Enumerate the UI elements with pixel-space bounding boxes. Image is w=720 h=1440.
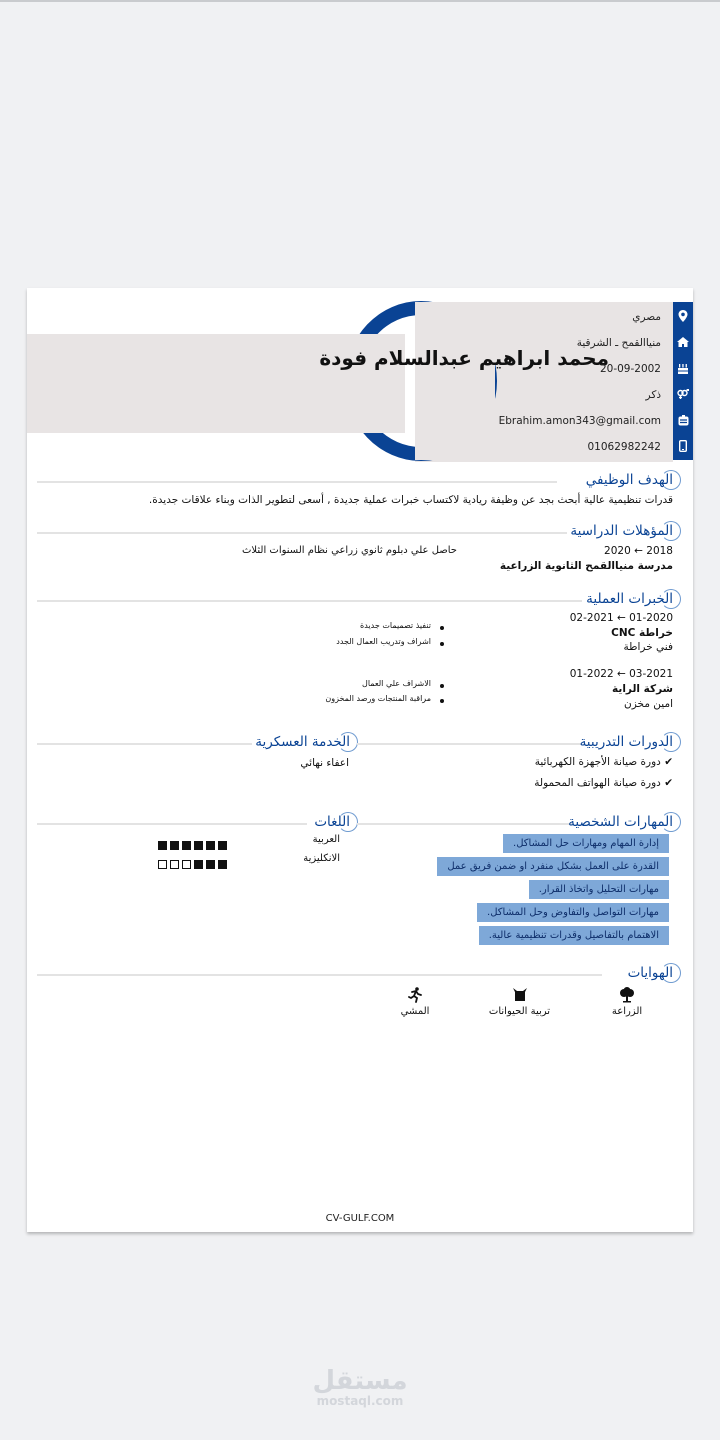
courses-title: الدورات التدريبية [579,734,673,750]
arrow-left-icon: ← [634,545,643,557]
objective-title: الهدف الوظيفي [585,472,673,488]
experience-2-dates: 01-2022 ← 03-2021 [569,668,673,680]
course-item: ✔ دورة صيانة الهواتف المحمولة [534,777,673,789]
check-icon: ✔ [664,756,673,768]
languages-title: اللغات [314,814,350,830]
section-divider [37,974,602,976]
gender-icon [673,384,693,404]
level-square-filled [218,860,227,869]
level-square-filled [206,841,215,850]
skill-tag: القدرة على العمل بشكل منفرد او ضمن فريق عمل [437,857,669,876]
level-square-filled [218,841,227,850]
bullet-icon [440,642,444,646]
level-square-empty [158,860,167,869]
level-square-empty [170,860,179,869]
mostaql-watermark [300,1368,420,1408]
education-school: مدرسة منياالقمح الثانوية الزراعية [499,560,673,572]
footer-site[interactable]: CV-GULF.COM [325,1213,395,1224]
language-level-english [155,854,227,873]
section-divider [37,823,307,825]
course-item: ✔ دورة صيانة الأجهزة الكهربائية [534,756,673,768]
experience-1-duty: اشراف وتدريب العمال الجدد [336,637,431,646]
section-divider [37,743,252,745]
section-divider [37,481,557,483]
experience-2-company: شركة الراية [612,683,673,695]
hobby-item: تربية الحيوانات [477,987,562,1017]
section-divider [37,532,567,534]
military-title: الخدمة العسكرية [255,734,350,750]
section-divider [357,823,572,825]
experience-1-company: خراطة CNC [611,627,673,639]
experience-title: الخبرات العملية [586,591,673,607]
icon-column [673,302,693,460]
birth-date: 20-09-2002 [599,363,661,375]
education-dates: 2020 ← 2018 [604,545,673,557]
info-panel-cover [415,302,495,460]
education-description: حاصل علي دبلوم ثانوي زراعي نظام السنوات الثلاث [242,545,457,556]
objective-text: قدرات تنظيمية عالية أبحث بجد عن وظيفة ريادية لاكتساب خبرات عملية جديدة , أسعى لتطوير الذات وبناء علاقات جديدة. [148,494,673,506]
bullet-icon [440,699,444,703]
hobby-item: المشي [385,987,445,1017]
experience-2-role: امين مخزن [624,698,673,710]
military-status: اعفاء نهائي [300,757,349,769]
level-square-filled [194,860,203,869]
top-bar [0,0,720,2]
section-divider [357,743,582,745]
address: منياالقمح ـ الشرقية [576,337,661,349]
home-icon [673,332,693,352]
birthday-cake-icon [673,358,693,378]
experience-1-role: فني خراطة [623,641,673,653]
experience-1-dates: 02-2021 ← 01-2020 [569,612,673,624]
bullet-icon [440,626,444,630]
language-name: الانكليزية [303,853,340,864]
language-name: العربية [312,834,340,845]
experience-2-duty: مراقبة المنتجات ورصد المخزون [325,694,431,703]
arrow-left-icon: ← [616,668,626,680]
section-divider [37,600,582,602]
phone-number[interactable]: 01062982242 [587,441,661,453]
skills-title: المهارات الشخصية [568,814,673,830]
level-square-filled [158,841,167,850]
mobile-phone-icon [673,436,693,456]
skill-tag: الاهتمام بالتفاصيل وقدرات تنظيمية عالية. [479,926,669,945]
level-square-empty [182,860,191,869]
skill-tag: مهارات التحليل واتخاذ القرار. [529,880,669,899]
level-square-filled [170,841,179,850]
experience-1-duty: تنفيذ تصميمات جديدة [360,621,431,630]
cv-page [27,288,693,1232]
watermark-arabic: مستقل [312,1366,408,1396]
language-level-arabic [155,835,227,854]
education-title: المؤهلات الدراسية [570,523,673,539]
arrow-left-icon: ← [616,612,626,624]
map-marker-icon [673,306,693,326]
candidate-name: محمد ابراهيم عبدالسلام فودة [319,346,609,370]
skill-tag: إدارة المهام ومهارات حل المشاكل. [503,834,669,853]
level-square-filled [182,841,191,850]
hobby-item: الزراعة [597,987,657,1017]
bullet-icon [440,684,444,688]
experience-2-duty: الاشراف علي العمال [362,679,431,688]
level-square-filled [194,841,203,850]
cat-icon [477,987,562,1006]
watermark-latin: mostaql.com [316,1394,404,1408]
envelope-icon [673,410,693,430]
gender: ذكر [645,389,661,401]
check-icon: ✔ [664,777,673,789]
level-square-filled [206,860,215,869]
running-icon [385,987,445,1006]
tree-icon [597,987,657,1006]
nationality: مصري [632,311,661,323]
email-link[interactable]: Ebrahim.amon343@gmail.com [498,415,661,427]
hobbies-title: الهوايات [627,965,673,981]
skill-tag: مهارات التواصل والتفاوض وحل المشاكل. [477,903,669,922]
